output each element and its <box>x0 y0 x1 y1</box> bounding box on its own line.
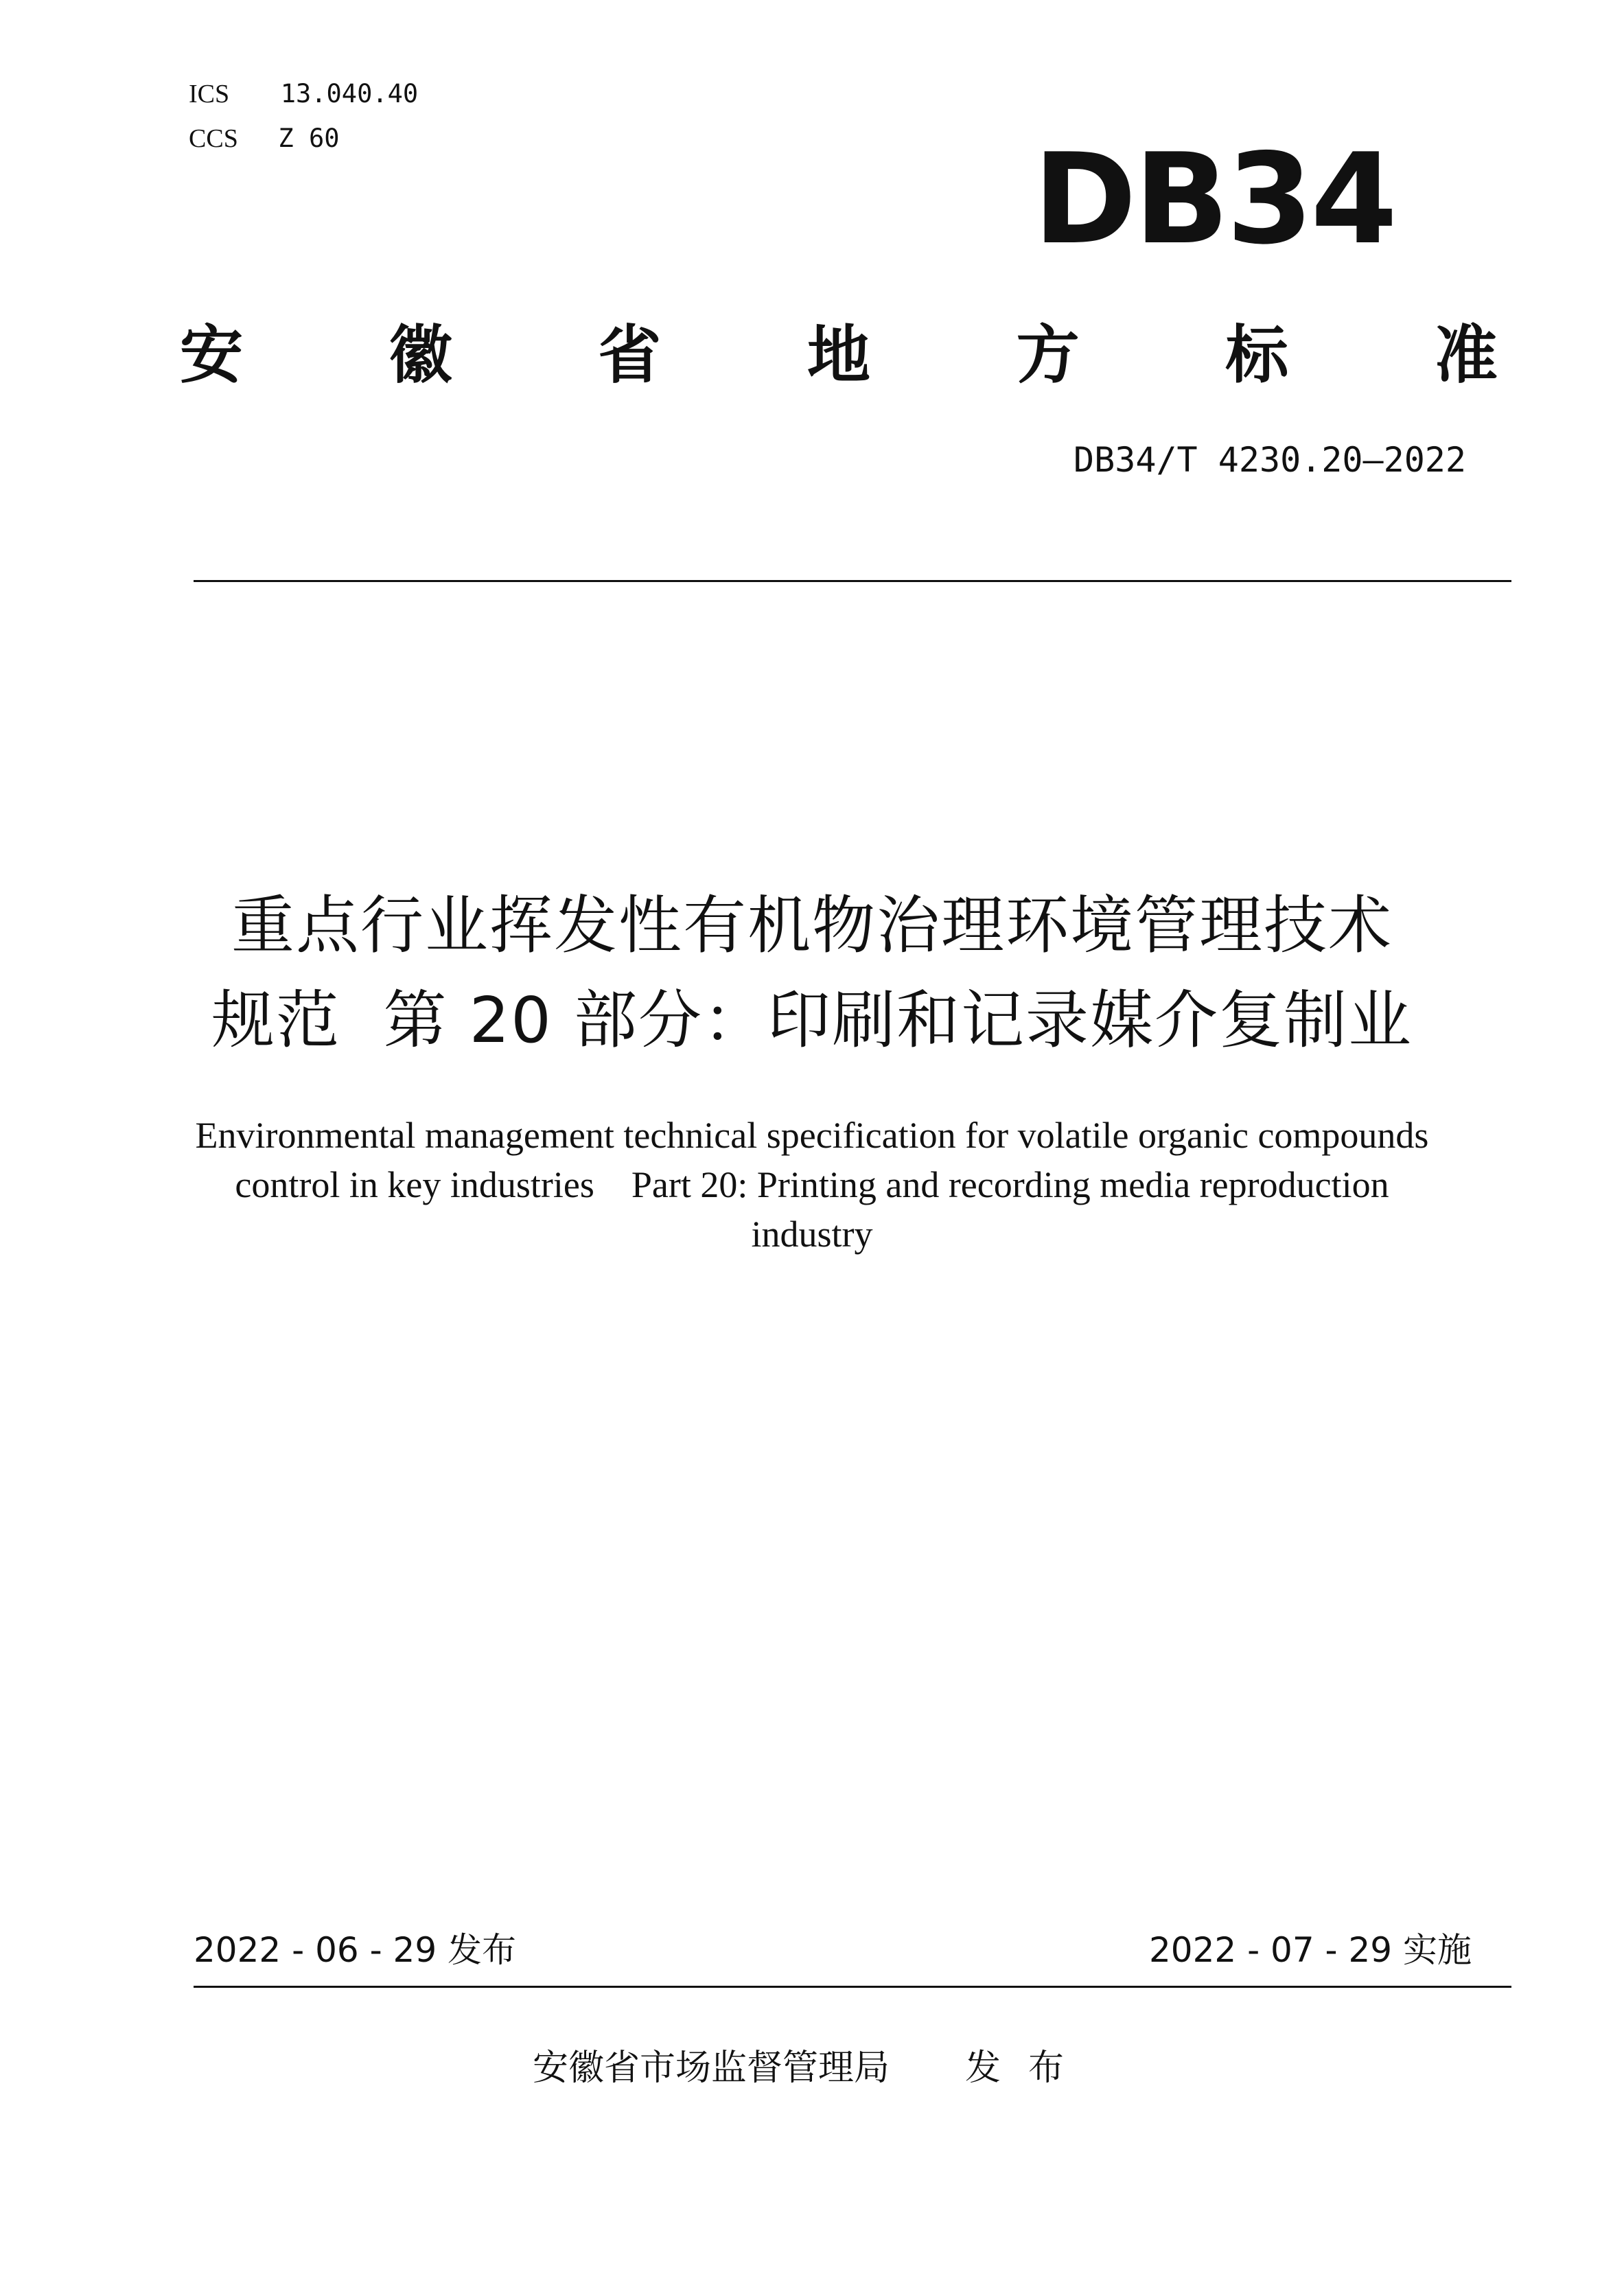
title-chinese-line-1: 重点行业挥发性有机物治理环境管理技术 <box>231 889 1393 962</box>
ccs-label: CCS <box>189 124 238 153</box>
standard-type-char: 标 <box>1225 318 1289 392</box>
ccs-line <box>189 124 340 154</box>
footer-divider <box>194 1986 1511 1988</box>
issue-date: 2022 - 06 - 29 发布 <box>194 1930 517 1970</box>
publisher-action: 发布 <box>965 2048 1092 2089</box>
standard-number: DB34/T 4230.20—2022 <box>1074 440 1466 480</box>
standard-type-char: 安 <box>180 318 244 392</box>
title-english-line-2: control in key industries Part 20: Printing and recording media reproduction <box>235 1164 1389 1205</box>
standard-type-heading <box>180 316 1498 395</box>
standard-type-char: 省 <box>598 318 662 392</box>
effective-date: 2022 - 07 - 29 实施 <box>1148 1930 1472 1970</box>
title-english-line-1: Environmental management technical specification for volatile organic compounds <box>195 1115 1429 1156</box>
ics-code: 13.040.40 <box>280 79 419 108</box>
header-divider <box>194 580 1511 582</box>
db34-logo: DB34 <box>1033 126 1395 272</box>
standard-type-char: 徽 <box>388 318 452 392</box>
title-chinese <box>137 879 1487 1068</box>
standard-type-char: 方 <box>1016 318 1080 392</box>
standard-type-char: 准 <box>1434 318 1498 392</box>
ics-line <box>189 79 418 109</box>
ics-label: ICS <box>189 80 230 108</box>
ccs-code: Z 60 <box>278 124 340 153</box>
title-chinese-line-2: 规范 第 20 部分：印刷和记录媒介复制业 <box>211 984 1413 1057</box>
title-english-line-3: industry <box>751 1214 873 1255</box>
publisher-name: 安徽省市场监督管理局 <box>532 2048 890 2089</box>
title-english <box>137 1111 1487 1259</box>
standard-type-char: 地 <box>807 318 870 392</box>
publisher-line <box>0 2045 1624 2091</box>
